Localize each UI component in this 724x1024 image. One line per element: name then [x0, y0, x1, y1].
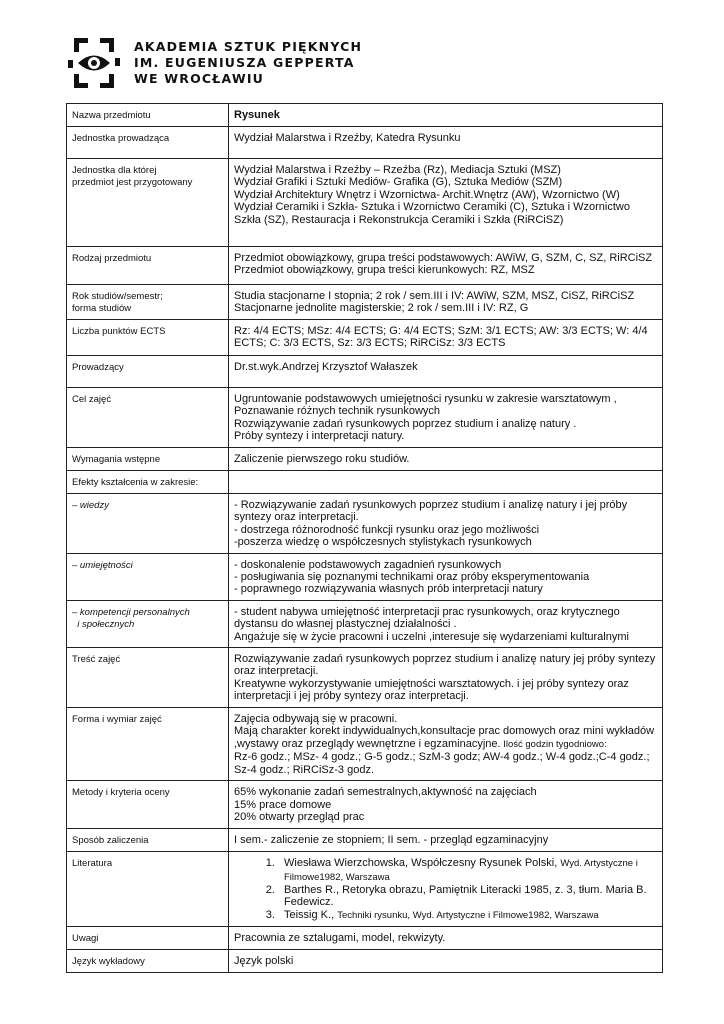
course-syllabus-table — [66, 103, 663, 973]
literature-item-main: Wiesława Wierzchowska, Współczesny Rysunek Polski, — [284, 857, 561, 870]
row-uwagi — [67, 927, 663, 950]
institution-name-line1: AKADEMIA SZTUK PIĘKNYCH — [134, 39, 363, 54]
value-metody — [229, 781, 663, 829]
value-forma — [229, 708, 663, 781]
forma-line: Zajęcia odbywają się w pracowni. — [234, 713, 398, 726]
label-nazwa: Nazwa przedmiotu — [67, 104, 229, 127]
metody-line: 15% prace domowe — [234, 798, 332, 811]
row-nazwa — [67, 104, 663, 127]
literature-item-publisher: Techniki rysunku, Wyd. Artystyczne i Filmowe1982, Warszawa — [337, 909, 599, 921]
value-literatura — [229, 852, 663, 927]
row-sposob — [67, 829, 663, 852]
label-rodzaj: Rodzaj przedmiotu — [67, 247, 229, 285]
rok-line: Studia stacjonarne I stopnia; 2 rok / sem.III i IV: AWiW, SZM, MSZ, CiSZ, RiRCiSZ — [234, 290, 635, 302]
literature-list — [234, 857, 658, 922]
value-umiejetnosci — [229, 553, 663, 600]
row-kompetencje — [67, 600, 663, 647]
label-rok-line1: Rok studiów/semestr; — [72, 291, 163, 302]
row-jezyk — [67, 950, 663, 973]
academy-logo-icon — [66, 36, 122, 90]
literature-item — [278, 909, 658, 922]
literature-item — [278, 857, 658, 884]
value-cel — [229, 388, 663, 448]
row-umiejetnosci — [67, 553, 663, 600]
row-efekty — [67, 471, 663, 494]
dla-line: Wydział Grafiki i Sztuki Mediów- Grafika (G), Sztuka Mediów (SZM) — [234, 176, 563, 189]
label-tresc: Treść zajęć — [67, 648, 229, 708]
literature-item-main: Teissig K., — [284, 908, 338, 921]
label-jednostka: Jednostka prowadząca — [67, 127, 229, 159]
forma-line2: Mają charakter korekt indywidualnych,konsultacje prac domowych oraz mini wykładów ,wystawy oraz przeglądy wewnętrzne i egzaminacyjne. — [234, 725, 655, 750]
label-prowadzacy: Prowadzący — [67, 356, 229, 388]
label-efekty: Efekty kształcenia w zakresie: — [67, 471, 229, 494]
value-jednostka: Wydział Malarstwa i Rzeźby, Katedra Rysunku — [229, 127, 663, 159]
literature-item-main: Barthes R., Retoryka obrazu, Pamiętnik Literacki 1985, z. 3, tłum. Maria B. Fedewicz. — [284, 883, 647, 909]
value-rok — [229, 285, 663, 320]
value-dla — [229, 159, 663, 247]
cel-line: Ugruntowanie podstawowych umiejętności rysunku w zakresie warsztatowym , — [234, 393, 617, 405]
row-wymagania — [67, 448, 663, 471]
label-dla-line2: przedmiot jest przygotowany — [72, 177, 193, 188]
row-rok — [67, 285, 663, 320]
value-jezyk: Język polski — [229, 950, 663, 973]
dla-line: Wydział Architektury Wnętrz i Wzornictwa- Archit.Wnętrz (AW), Wzornictwo (W) — [234, 188, 620, 201]
value-tresc — [229, 648, 663, 708]
value-rodzaj — [229, 247, 663, 285]
label-rok — [67, 285, 229, 320]
row-prowadzacy — [67, 356, 663, 388]
row-forma — [67, 708, 663, 781]
row-rodzaj — [67, 247, 663, 285]
label-forma: Forma i wymiar zajęć — [67, 708, 229, 781]
label-metody: Metody i kryteria oceny — [67, 781, 229, 829]
label-cel: Cel zajęć — [67, 388, 229, 448]
value-nazwa: Rysunek — [229, 104, 663, 127]
label-uwagi: Uwagi — [67, 927, 229, 950]
forma-line — [234, 725, 658, 751]
rok-line: Stacjonarne jednolite magisterskie; 2 rok / sem.III i IV: RZ, G — [234, 302, 529, 315]
cel-line: Rozwiązywanie zadań rysunkowych poprzez studium i analizę natury . — [234, 417, 577, 430]
kompetencje-line: - student nabywa umiejętność interpretacji prac rysunkowych, oraz krytycznego dystansu do własnej plastycznej działalności . — [234, 605, 620, 631]
label-kompetencje — [67, 600, 229, 647]
cel-line: Poznawanie różnych technik rysunkowych — [234, 405, 441, 418]
row-jednostka — [67, 127, 663, 159]
forma-line: Rz-6 godz.; MSz- 4 godz.; G-5 godz.; SzM-3 godz; AW-4 godz.; W-4 godz.;C-4 godz.; Sz-4 godz.; RiRCiSz-3 godz. — [234, 751, 650, 776]
label-dla — [67, 159, 229, 247]
tresc-line: Rozwiązywanie zadań rysunkowych poprzez studium i analizę natury jej próby syntezy oraz interpretacji. — [234, 653, 656, 678]
label-literatura: Literatura — [67, 852, 229, 927]
institution-name-line2: IM. EUGENIUSZA GEPPERTA — [134, 55, 355, 70]
label-wymagania: Wymagania wstępne — [67, 448, 229, 471]
forma-hours-note: Ilość godzin tygodniowo: — [500, 738, 607, 750]
label-kompetencje-line1: – kompetencji personalnych — [72, 606, 190, 618]
kompetencje-line: Angażuje się w życie pracowni i uczelni ,interesuje się wydarzeniami kulturalnymi — [234, 630, 629, 643]
value-kompetencje — [229, 600, 663, 647]
literature-item — [278, 884, 658, 909]
value-wiedzy — [229, 494, 663, 554]
value-efekty — [229, 471, 663, 494]
row-metody — [67, 781, 663, 829]
row-wiedzy — [67, 494, 663, 554]
row-tresc — [67, 648, 663, 708]
institution-name-line3: WE WROCŁAWIU — [134, 71, 265, 86]
literature-item-publisher: Wyd. Artystyczne i Filmowe1982, Warszawa — [284, 858, 638, 883]
label-sposob: Sposób zaliczenia — [67, 829, 229, 852]
wiedzy-line: -poszerza wiedzę o współczesnych stylistykach rysunkowych — [234, 536, 532, 549]
value-prowadzacy: Dr.st.wyk.Andrzej Krzysztof Wałaszek — [229, 356, 663, 388]
label-wiedzy: – wiedzy — [67, 494, 229, 554]
tresc-line: Kreatywne wykorzystywanie umiejętności warsztatowych. i jej próby syntezy oraz interpretacji i jej próby syntezy oraz interpretacji. — [234, 677, 629, 703]
label-rok-line2: forma studiów — [72, 303, 132, 314]
institution-header — [66, 36, 466, 92]
wiedzy-line: - Rozwiązywanie zadań rysunkowych poprzez studium i analizę natury i jej próby syntezy oraz interpretacji. — [234, 499, 628, 524]
label-umiejetnosci: – umiejętności — [67, 553, 229, 600]
wiedzy-line: - dostrzega różnorodność funkcji rysunku oraz jego możliwości — [234, 523, 540, 536]
row-cel — [67, 388, 663, 448]
label-ects: Liczba punktów ECTS — [67, 320, 229, 356]
metody-line: 20% otwarty przegląd prac — [234, 810, 365, 823]
label-dla-line1: Jednostka dla której — [72, 165, 157, 176]
umiejetnosci-line: - poprawnego rozwiązywania własnych prób interpretacji natury — [234, 583, 543, 596]
dla-line: Wydział Ceramiki i Szkła- Sztuka i Wzornictwo Ceramiki (C), Sztuka i Wzornictwo Szkła (SZ), Restauracja i Rekonstrukcja Ceramiki i Szkła (RiRCiSZ) — [234, 201, 630, 226]
value-uwagi: Pracownia ze sztalugami, model, rekwizyty. — [229, 927, 663, 950]
dla-line: Wydział Malarstwa i Rzeźby – Rzeźba (Rz), Mediacja Sztuki (MSZ) — [234, 164, 561, 176]
rodzaj-line: Przedmiot obowiązkowy, grupa treści kierunkowych: RZ, MSZ — [234, 264, 535, 277]
rodzaj-line: Przedmiot obowiązkowy, grupa treści podstawowych: AWiW, G, SZM, C, SZ, RiRCiSZ — [234, 252, 653, 264]
umiejetnosci-line: - posługiwania się poznanymi technikami oraz próby eksperymentowania — [234, 571, 590, 584]
metody-line: 65% wykonanie zadań semestralnych,aktywność na zajęciach — [234, 786, 537, 799]
umiejetnosci-line: - doskonalenie podstawowych zagadnień rysunkowych — [234, 558, 502, 571]
row-dla — [67, 159, 663, 247]
row-ects — [67, 320, 663, 356]
value-ects: Rz: 4/4 ECTS; MSz: 4/4 ECTS; G: 4/4 ECTS; SzM: 3/1 ECTS; AW: 3/3 ECTS; W: 4/4 ECTS; C: 3/3 ECTS, Sz: 3/3 ECTS; RiRCiSz: 3/3 ECTS — [229, 320, 663, 356]
value-sposob: I sem.- zaliczenie ze stopniem; II sem. - przegląd egzaminacyjny — [229, 829, 663, 852]
value-wymagania: Zaliczenie pierwszego roku studiów. — [229, 448, 663, 471]
label-kompetencje-line2: i społecznych — [72, 618, 135, 630]
label-jezyk: Język wykładowy — [67, 950, 229, 973]
row-literatura — [67, 852, 663, 927]
cel-line: Próby syntezy i interpretacji natury. — [234, 430, 405, 443]
